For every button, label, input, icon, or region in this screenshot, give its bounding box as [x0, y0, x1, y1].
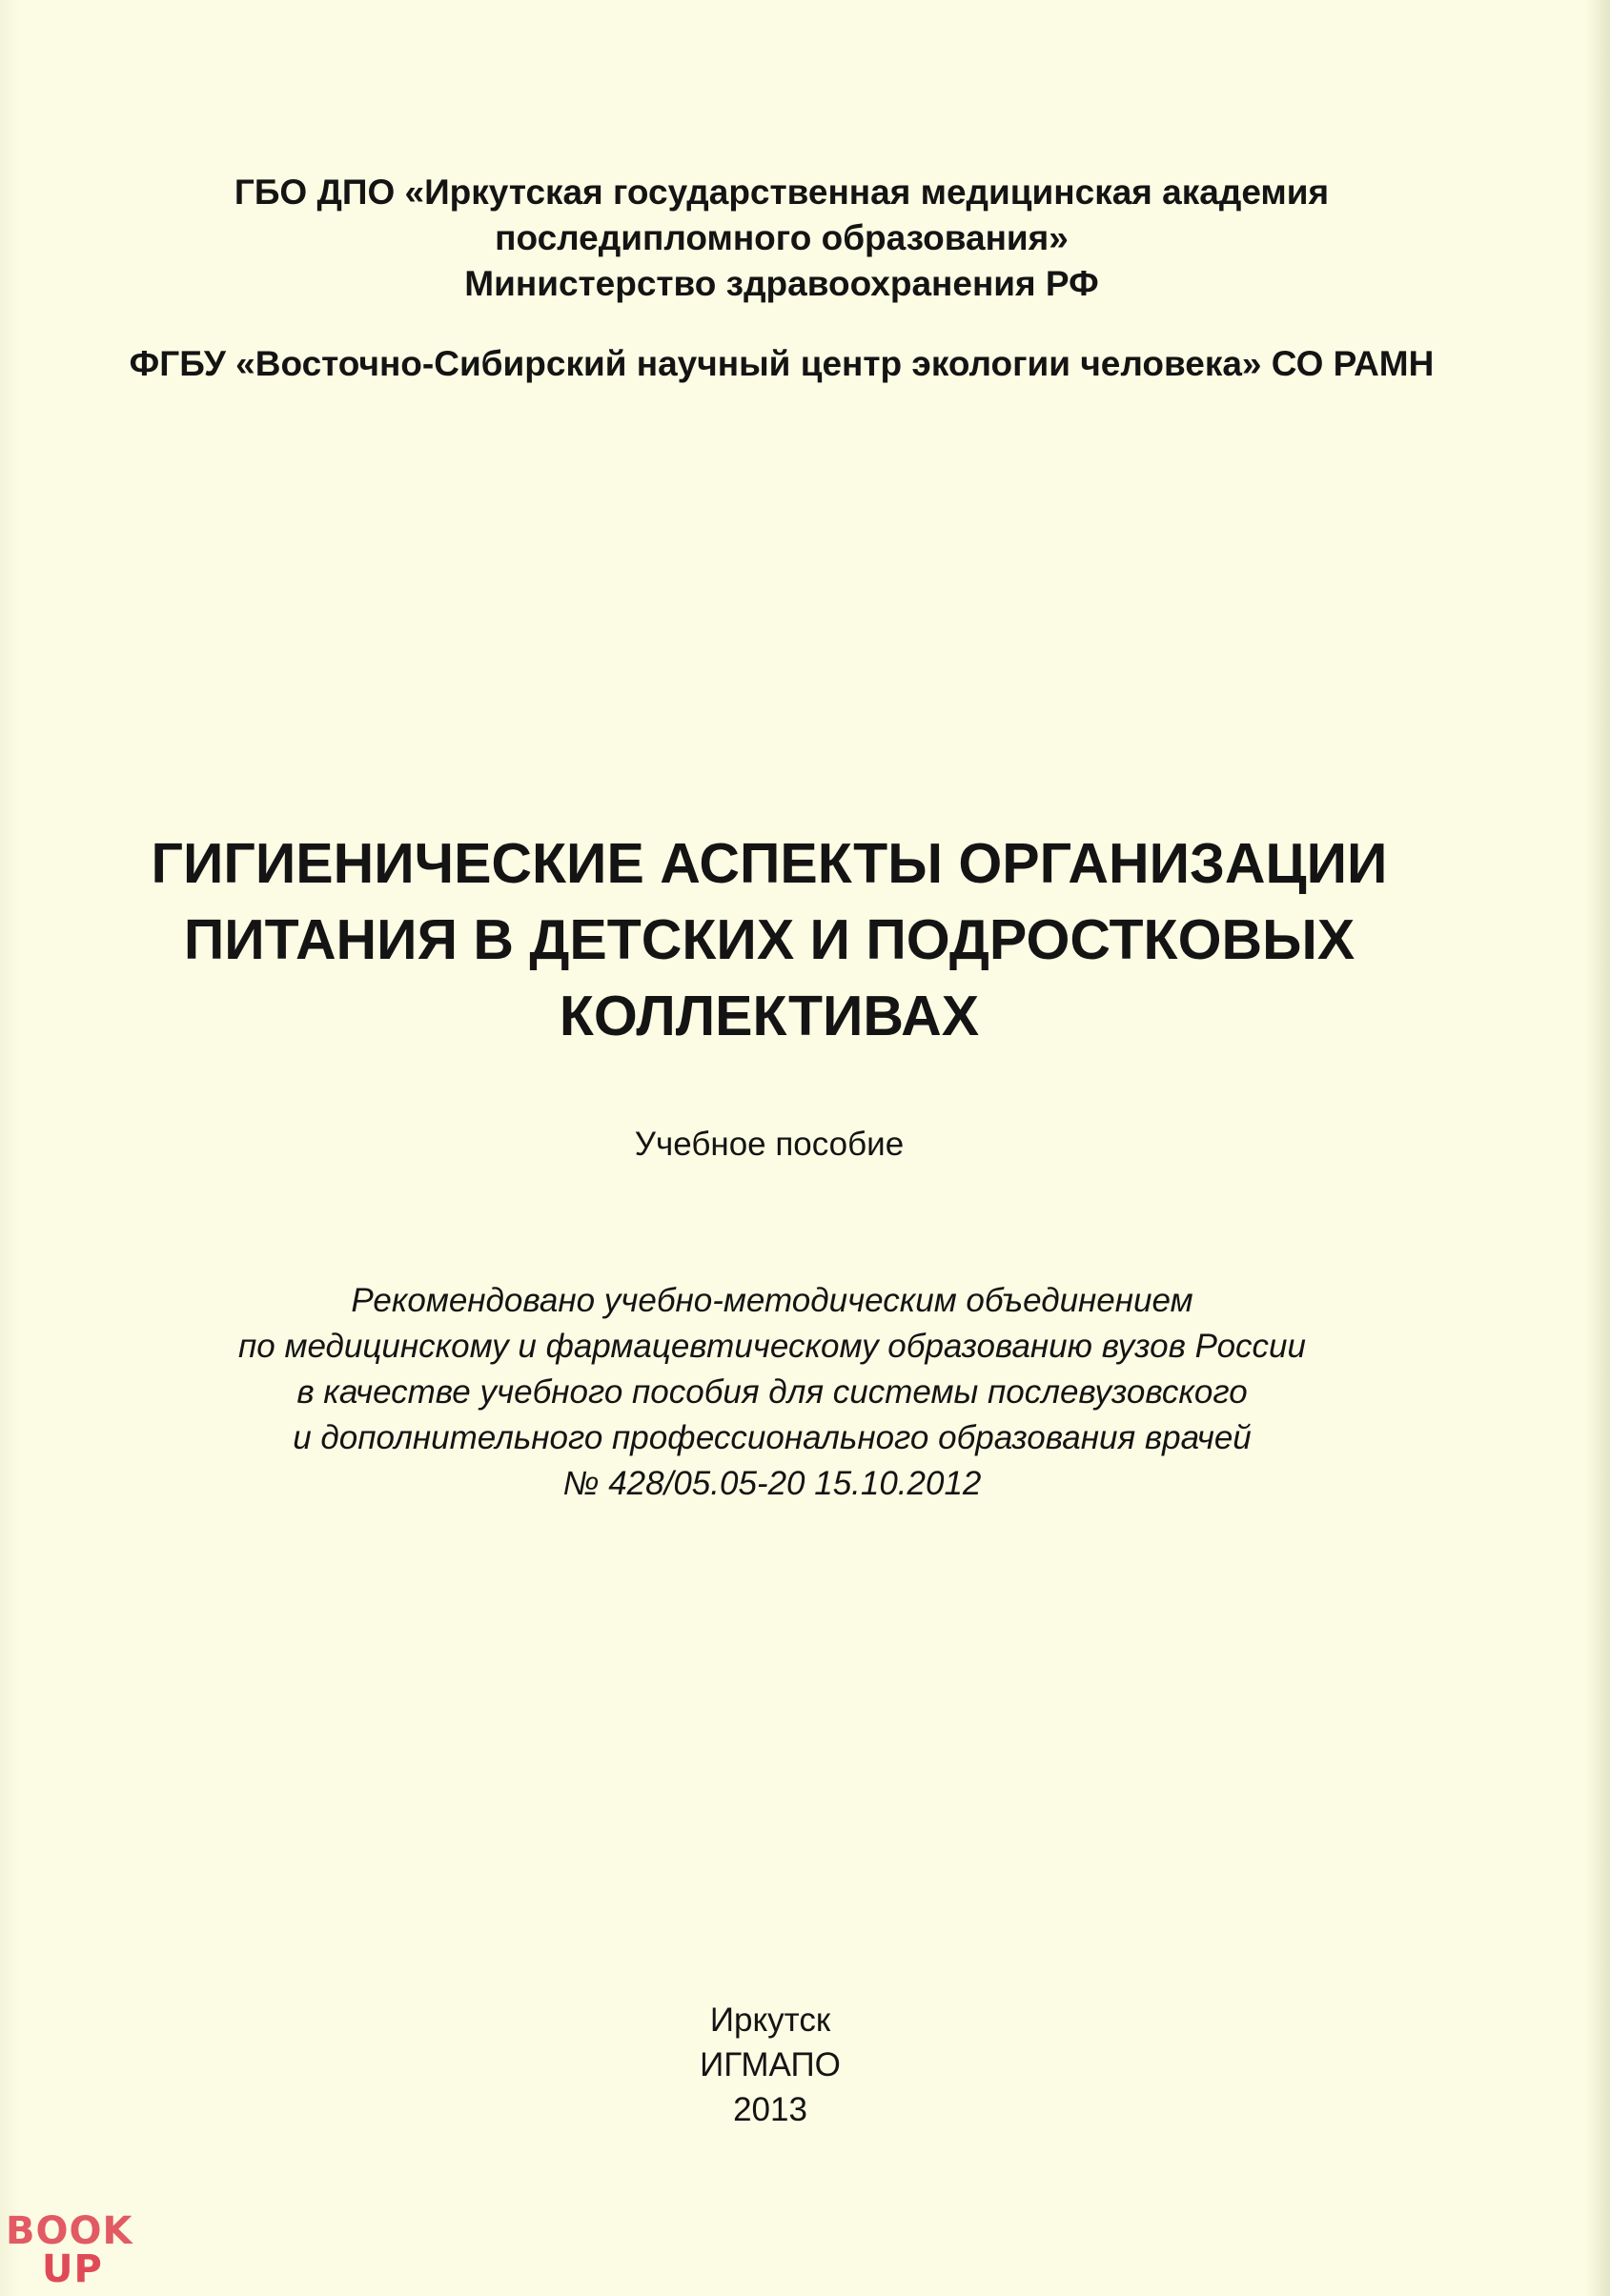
- institution-header: [29, 170, 1535, 307]
- imprint-city: Иркутск: [709, 2001, 831, 2039]
- book-title: [29, 825, 1510, 1054]
- watermark-line-1: BOOK: [6, 2209, 133, 2253]
- institution-line: последипломного образования»: [495, 218, 1069, 257]
- imprint: [0, 1998, 1540, 2132]
- bookup-watermark-logo: [6, 2209, 158, 2293]
- page-right-edge-shadow: [1585, 0, 1610, 2296]
- institution-line: ГБО ДПО «Иркутская государственная медицинская академия: [234, 173, 1330, 212]
- ministry-line: Министерство здравоохранения РФ: [464, 264, 1099, 303]
- imprint-year: 2013: [733, 2091, 807, 2128]
- subtitle-text: Учебное пособие: [634, 1126, 905, 1163]
- recommendation-line: и дополнительного профессионального образования врачей: [293, 1419, 1252, 1456]
- research-center-line: [29, 341, 1535, 387]
- approval-number: № 428/05.05-20 15.10.2012: [562, 1465, 982, 1502]
- book-subtitle: [0, 1123, 1539, 1167]
- imprint-publisher: ИГМАПО: [700, 2046, 841, 2083]
- title-line: ГИГИЕНИЧЕСКИЕ АСПЕКТЫ ОРГАНИЗАЦИИ: [151, 832, 1388, 895]
- recommendation-line: по медицинскому и фармацевтическому образованию вузов России: [238, 1328, 1306, 1365]
- title-line: КОЛЛЕКТИВАХ: [559, 985, 980, 1047]
- recommendation-line: Рекомендовано учебно-методическим объединением: [351, 1282, 1193, 1319]
- recommendation-line: в качестве учебного пособия для системы послевузовского: [296, 1373, 1248, 1411]
- title-line: ПИТАНИЯ В ДЕТСКИХ И ПОДРОСТКОВЫХ: [183, 908, 1355, 971]
- research-center-text: ФГБУ «Восточно-Сибирский научный центр экологии человека» СО РАМН: [129, 344, 1435, 383]
- recommendation-note: [38, 1278, 1506, 1507]
- watermark-line-2: UP: [42, 2247, 103, 2291]
